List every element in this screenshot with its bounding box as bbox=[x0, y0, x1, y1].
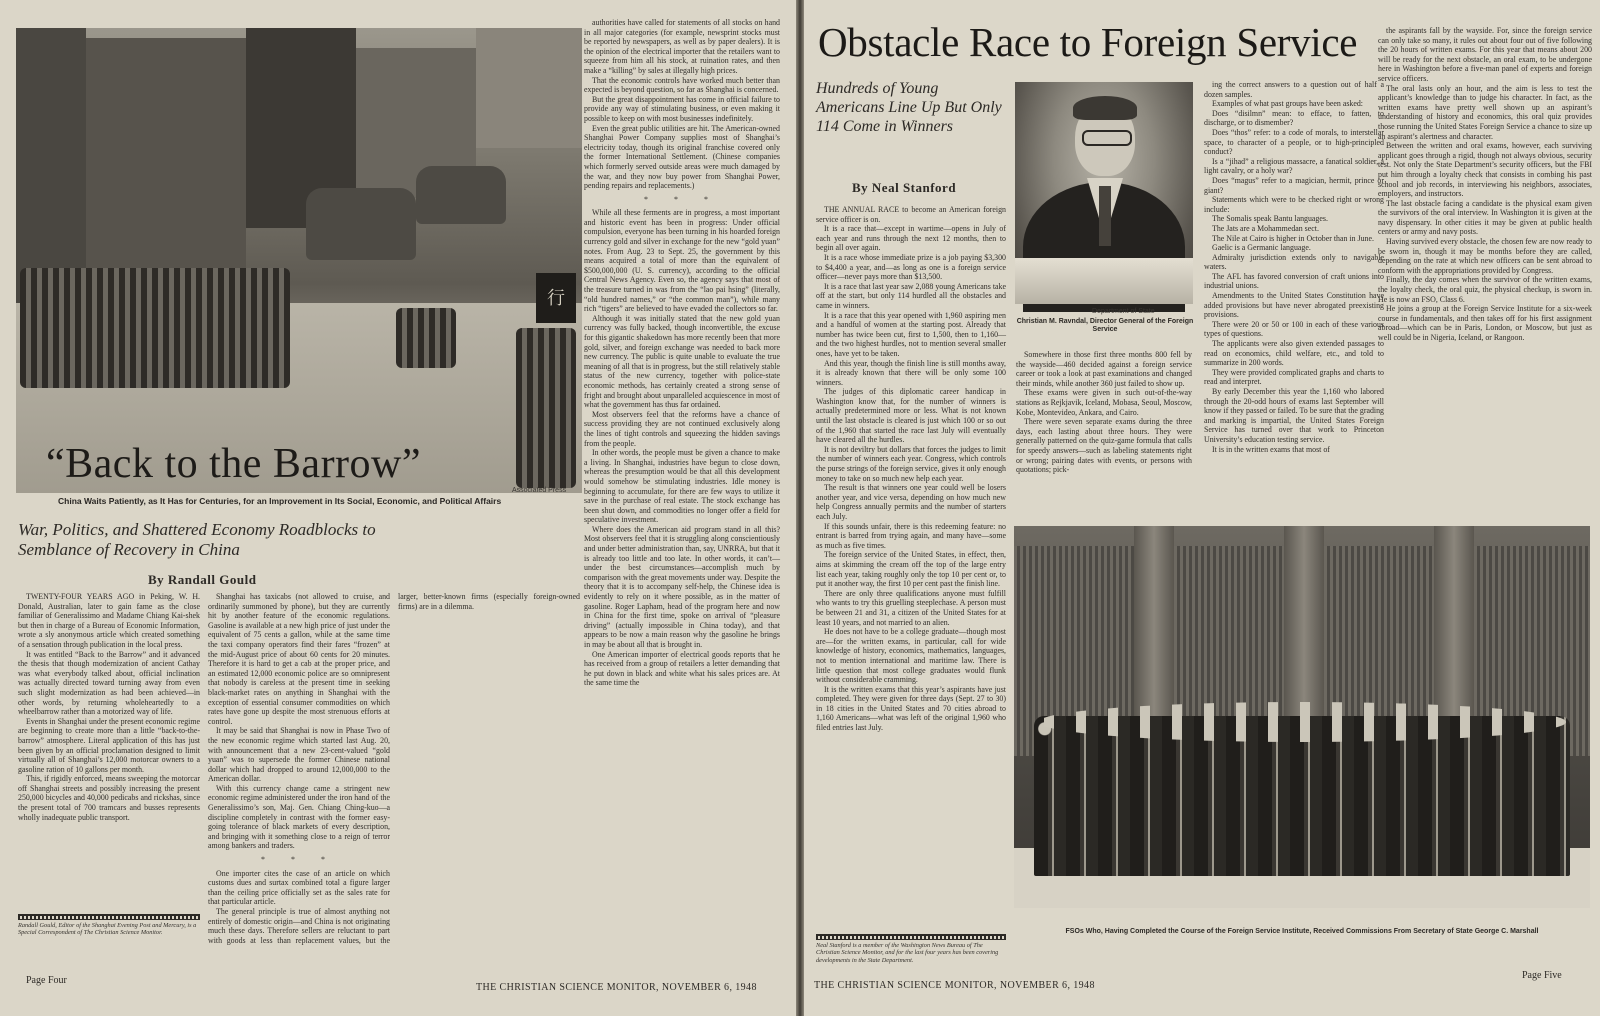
running-head-left: THE CHRISTIAN SCIENCE MONITOR, NOVEMBER 6, 1948 bbox=[476, 982, 757, 993]
paragraph: They were provided complicated graphs and charts to read and interpret. bbox=[1204, 367, 1384, 387]
paragraph: It is a race that—except in wartime—opens in July of each year and runs through the next 12 months, then to begin all over again. bbox=[816, 224, 1006, 253]
paragraph: The applicants were also given extended passages to read on economics, child welfare, etc., and told to summarize in 200 words. bbox=[1204, 339, 1384, 368]
paragraph: It is not deviltry but dollars that forces the judges to limit the number of winners each year. Congress, which controls the purse strings of the foreign service, gives it only enough money to take on so much new help each year. bbox=[816, 444, 1006, 483]
paragraph: The result is that winners one year could well be losers another year, and vice versa, depending on how much new help Congress annually permits and the number of starters each July. bbox=[816, 483, 1006, 521]
paragraph: Having survived every obstacle, the chosen few are now ready to be sworn in, though it may be months before they are called, depending on the rate at which new officers can be sent abroad to conform with the appropriations provided by Congress. bbox=[1378, 237, 1592, 275]
paragraph: One importer cites the case of an article on which customs dues and surtax combined total a figure larger than the ceiling price officially set as the sales rate for that particular article. bbox=[208, 868, 390, 907]
paragraph: It is a race whose immediate prize is a job paying $3,300 to $4,400 a year, and—as long as one is a foreign service officer—never pays more than $13,500. bbox=[816, 252, 1006, 282]
paragraph: The last obstacle facing a candidate is the physical exam given the survivors of the oral interview. In Washington it is given at the navy dispensary. In other cities it may be given at public health centers or army and navy posts. bbox=[1378, 198, 1592, 237]
book-gutter bbox=[796, 0, 804, 1016]
paragraph: Admiralty jurisdiction extends only to navigable waters. bbox=[1204, 252, 1384, 272]
paragraph: There were seven separate exams during the three days, each lasting about three hours. They were generally patterned on the quiz-game formula that calls for speedy answers—such as labeling statements right or wrong; pairing dates with events, or persons with quotations; pick- bbox=[1016, 417, 1192, 475]
paragraph: Events in Shanghai under the present economic regime are beginning to create more than a little “back-to-the-barrow” atmosphere. Literal application of this has just been given by an official proclamation designed to limit virtually all of Shanghai’s 12,000 motorcar owners to a gasoline ration of 10 gallons per month. bbox=[18, 716, 200, 774]
paragraph: If this sounds unfair, there is this redeeming feature: no entrant is barred from trying again, and many have—some as much as five times. bbox=[816, 521, 1006, 550]
paragraph: Is a “jihad” a religious massacre, a fanatical soldier, a light cavalry, or a holy war? bbox=[1204, 156, 1384, 176]
paragraph: It was entitled “Back to the Barrow” and it advanced the thesis that though modernization of ancient Cathay was what everybody talked about, official inclination was actually directed toward turning away from even such slight modernization as had been achieved—in other words, by returning wholeheartedly to a wheelbarrow rather than a motorized way of life. bbox=[18, 649, 200, 717]
paragraph: Finally, the day comes when the survivor of the written exams, the loyalty check, the oral quiz, the physical checkup, is sworn in. He is now an FSO, Class 6. bbox=[1378, 275, 1592, 304]
paragraph: There are only three qualifications anyone must fulfill who wants to try this gruelling steeplechase. A person must be between 21 and 31, a citizen of the United States for at least 10 years, and not married to an alien. bbox=[816, 588, 1006, 627]
paragraph: Amendments to the United States Constitution have added provisions but have never abrogated preexisting provisions. bbox=[1204, 291, 1384, 320]
article-column-3 bbox=[584, 18, 780, 962]
article-column-4 bbox=[1378, 26, 1592, 516]
paragraph: Does “disilmn” mean: to efface, to fatten, to discharge, or to dismember? bbox=[1204, 108, 1384, 128]
article-column-1 bbox=[18, 592, 200, 910]
paragraph: The foreign service of the United States, in effect, then, aims at skimming the cream off the top of the large entry list each year, taking roughly only the top 10 per cent or, to put it another way, the first 10 per cent past the finish line. bbox=[816, 550, 1006, 589]
headline-back-to-the-barrow: “Back to the Barrow” bbox=[46, 441, 422, 487]
paragraph: THE ANNUAL RACE to become an American foreign service officer is on. bbox=[816, 205, 1006, 224]
paragraph: There were 20 or 50 or 100 in each of these various types of questions. bbox=[1204, 319, 1384, 339]
group-photo-caption: FSOs Who, Having Completed the Course of the Foreign Service Institute, Received Commissions From Secretary of State George C. Marshall bbox=[1065, 928, 1539, 935]
paragraph: The Somalis speak Bantu languages. bbox=[1212, 214, 1328, 224]
street-scene-photo bbox=[16, 28, 582, 493]
paragraph: The general principle is true of almost anything not entirely of domestic origin—and China is not originating much these days. Therefore sellers are reluctant to part with goods at less than replacement values, but the larger, better-known firms (especially foreign-owned firms) are in a dilemma. bbox=[208, 592, 580, 945]
paragraph: Between the written and oral exams, however, each surviving applicant goes through a rigid, though not always obvious, security test. Not only the State Department’s security officers, but the FBI put him through a loyalty check that consists in combing his past school and job records, in interviewing his neighbors, associates, employers, and instructors. bbox=[1378, 141, 1592, 199]
paragraph: But the great disappointment has come in official failure to provide any way of stimulating business, or even making it possible to keep on with most businesses indefinitely. bbox=[584, 94, 780, 123]
paragraph: Somewhere in those first three months 800 fell by the wayside—460 decided against a foreign service career or took a look at past examinations and changed their minds, while another 360 just failed to show up. bbox=[1016, 350, 1192, 388]
paragraph: While all these ferments are in progress, a most important and historic event has been in progress: Under official compulsion, everyone has been turning in his hoarded foreign currency gold and silver in exchange for the new “gold yuan” notes. From Aug. 23 to Sept. 25, the government by this means acquired a total of more than the equivalent of $500,000,000 (U. S. currency), according to the official Central News Agency. Even so, the agency says that most of the treasure turned in was from the “lao pai hsing” (literally, “old hundred names,” or “the common man”), while many rich “tigers” are believed to have evaded the collectors so far. bbox=[584, 208, 780, 314]
paragraph: Even the great public utilities are hit. The American-owned Shanghai Power Company supplies most of Shanghai’s electricity today, though its original franchise covered only the former International Settlement. (Chinese companies which formerly served outside areas were much damaged by the war, and they now buy power from Shanghai Power, pending repairs and replacements.) bbox=[584, 123, 780, 191]
article-title: Obstacle Race to Foreign Service bbox=[818, 19, 1358, 65]
portrait-photo bbox=[1015, 82, 1193, 304]
paragraph: In other words, the people must be given a chance to make a living. In Shanghai, industries have begun to close down, whereas the presumption would be that all this development would somehow be stimulating industries. Idle money is beginning to accumulate, for there are few ways to utilize it save in the purchase of real estate. The stock exchange has been shut down, and commodities no longer offer a field for speculative investment. bbox=[584, 448, 780, 525]
article-subhead: War, Politics, and Shattered Economy Roadblocks to Semblance of Recovery in China bbox=[18, 520, 376, 560]
paragraph: It is a race that last year saw 2,088 young Americans take off at the start, but only 114 hurdled all the obstacles and came in winners. bbox=[816, 281, 1006, 310]
photo-credit: Associated Press bbox=[512, 487, 567, 494]
section-break: * * * bbox=[644, 194, 720, 204]
paragraph: Does “thos” refer: to a code of morals, to interstellar space, to character of a people, or to high-principled conduct? bbox=[1204, 127, 1384, 157]
footnote-rule bbox=[816, 934, 1006, 940]
paragraph: One American importer of electrical goods reports that he has received from a group of retailers a letter demanding that he put down in black and white what his sales prices are. At the same time the bbox=[584, 649, 780, 688]
paragraph: Gaelic is a Germanic language. bbox=[1212, 243, 1311, 253]
article-column-1 bbox=[816, 205, 1006, 921]
paragraph: Examples of what past groups have been asked: bbox=[1212, 99, 1363, 109]
article-column-2 bbox=[1016, 350, 1192, 516]
paragraph: The oral lasts only an hour, and the aim is less to test the applicant’s knowledge than to judge his character. In fact, as the written exams have pretty well shown up an aspirant’s understanding of history and economics, this oral quiz provides those running the United States Foreign Service a chance to size up an aspirant’s alertness and character. bbox=[1378, 83, 1592, 141]
paragraph: The Nile at Cairo is higher in October than in June. bbox=[1212, 233, 1374, 243]
paragraph: ing the correct answers to a question out of half a dozen samples. bbox=[1204, 80, 1384, 99]
paragraph: He joins a group at the Foreign Service Institute for a six-week course in fundamentals, and then takes off for his first assignment abroad—which can be in Paris, London, or Moscow, but just as well could be in Nigeria, Iceland, or Rangoon. bbox=[1378, 304, 1592, 342]
paragraph: It is the written exams that this year’s aspirants have just completed. They were given for three days (Sept. 27 to 30) in 18 cities in the United States and 70 cities abroad to 1,160 Americans—what was left of the original 1,960 who filed entries last July. bbox=[816, 684, 1006, 733]
paragraph: the aspirants fall by the wayside. For, since the foreign service can only take so many, it rules out about four out of five following the 20 hours of written exams. For this year that means about 200 will be ready for the next obstacle, an oral exam, to be undergone here in Washington before a five-man panel of experts and foreign service officers. bbox=[1378, 26, 1592, 83]
paragraph: With this currency change came a stringent new economic regime administered under the iron hand of the Generalissimo’s son, Maj. Gen. Chiang Ching-kuo—a discipline completely in contrast with the former easy-going tolerance of black markets of every description, and bringing with it something close to a reign of terror among bankers and traders. bbox=[208, 783, 390, 851]
paragraph: By early December this year the 1,160 who labored through the 20-odd hours of exams last September will know if they passed or failed. To be sure that the grading and marking is impartial, the United States Foreign Service has turned over that work to Princeton University’s education testing service. bbox=[1204, 387, 1384, 444]
author-footnote: Randall Gould, Editor of the Shanghai Evening Post and Mercury, is a Special Correspondent of The Christian Science Monitor. bbox=[18, 922, 197, 937]
page-number-left: Page Four bbox=[26, 975, 67, 986]
article-column-2 bbox=[208, 592, 580, 950]
paragraph: That the economic controls have worked much better than expected is beyond question, so far as Shanghai is concerned. bbox=[584, 75, 780, 95]
page-number-right: Page Five bbox=[1522, 970, 1562, 981]
paragraph: He does not have to be a college graduate—though most are—for the written exams, in particular, call for wide knowledge of history, economics, mathematics, languages, not to mention international and maritime law. There is little question that most college graduates would flunk without considerable cramming. bbox=[816, 627, 1006, 685]
paragraph: The AFL has favored conversion of craft unions into industrial unions. bbox=[1204, 271, 1384, 291]
portrait-credit: Department of State bbox=[1092, 308, 1155, 315]
paragraph: Statements which were to be checked right or wrong include: bbox=[1204, 195, 1384, 214]
shop-sign: 行 bbox=[536, 273, 576, 323]
paragraph: These exams were given in such out-of-the-way stations as Rejkjavik, Iceland, Mobasa, Seoul, Moscow, Kobe, Montevideo, Ankara, and Cairo. bbox=[1016, 388, 1192, 417]
paragraph: Where does the American aid program stand in all this? Most observers feel that it is struggling along conscientiously and under better administration than, say, UNRRA, but that it is already too little and too late. In other words, it can’t—under the best circumstances—accomplish much by comparison with the great movements under way. Despite the theory that it is to accompany self-help, the Chinese idea is evidently to rely on it where possible, as in the matter of gasoline. Roger Lapham, head of the program here and now in China for the first time, spoke on arrival of “pleasure driving” (actually impossible in China today), and that appears to be now a main reason why the gasoline he brings in may be about all that is brought in. bbox=[584, 524, 780, 649]
article-byline: By Neal Stanford bbox=[852, 180, 957, 195]
section-break: * * * bbox=[261, 855, 337, 865]
portrait-caption: Christian M. Ravndal, Director General of the Foreign Service bbox=[1016, 318, 1194, 334]
paragraph: It is in the written exams that most of bbox=[1212, 444, 1330, 454]
paragraph: Most observers feel that the reforms have a chance of success providing they are not continued exclusively along the lines of tight controls and squeezing the hidden savings from the people. bbox=[584, 409, 780, 448]
article-byline: By Randall Gould bbox=[148, 572, 257, 587]
article-subhead: Hundreds of Young Americans Line Up But Only 114 Come in Winners bbox=[816, 80, 1002, 135]
author-footnote: Neal Stanford is a member of the Washington News Bureau of The Christian Science Monitor, and for the last four years has been covering developments in the State Department. bbox=[816, 942, 999, 964]
paragraph: It may be said that Shanghai is now in Phase Two of the new economic regime which started last Aug. 20, with announcement that a new 23-cent-valued “gold yuan” was to supersede the former Chinese national dollar which had dropped to around 12,000,000 to the American dollar. bbox=[208, 726, 390, 784]
paragraph: Does “magus” refer to a magician, hermit, prince or giant? bbox=[1204, 175, 1384, 195]
left-page bbox=[0, 0, 796, 1016]
paragraph: Shanghai has taxicabs (not allowed to cruise, and ordinarily summoned by phone), but they are currently hit by another feature of the economic regulations. Gasoline is available at a new high price of just under the equivalent of 75 cents a gallon, while at the same time the taxi company operators find their fares “frozen” at the mid-August price of about 60 cents for 20 minutes. Therefore it is hard to get a cab at the proper price, and an estimated 12,000 economic police are so omnipresent that nobody is careless at the present time in seeking black-market rates on anything in Shanghai with the exception of essential consumer commodities on which rates have gone up despite the most strenuous efforts at control. bbox=[208, 592, 390, 726]
paragraph: The Jats are a Mohammedan sect. bbox=[1212, 223, 1319, 233]
footnote-rule bbox=[18, 914, 200, 920]
paragraph: The judges of this diplomatic career handicap in Washington know that, for the number of winners is actually predetermined more or less. What is not known until the last obstacle is cleared is just which 100 or so out of the 1,960 that started the race last July will eventually have cleared all the hurdles. bbox=[816, 387, 1006, 445]
paragraph: It is a race that this year opened with 1,960 aspiring men and a handful of women at the starting post. Already that number has twice been cut, first to 1,500, then to 1,160—and the two highest hurdles, not to mention several smaller ones, have yet to be taken. bbox=[816, 310, 1006, 358]
paragraph: And this year, though the finish line is still months away, it is already known that there will be only some 100 winners. bbox=[816, 358, 1006, 387]
paragraph: TWENTY-FOUR YEARS AGO in Peking, W. H. Donald, Australian, later to gain fame as the close familiar of Generalissimo and Madame Chiang Kai-shek but then in charge of a Bureau of Economic Information, wrote a sly anonymous article which created something of a sensation through publication in the local press. bbox=[18, 592, 200, 649]
running-head-right: THE CHRISTIAN SCIENCE MONITOR, NOVEMBER 6, 1948 bbox=[814, 980, 1095, 991]
photo-caption: China Waits Patiently, as It Has for Centuries, for an Improvement in Its Social, Economic, and Political Affairs bbox=[58, 496, 502, 506]
right-page bbox=[804, 0, 1600, 1016]
article-column-3 bbox=[1204, 80, 1384, 516]
group-photo bbox=[1014, 526, 1590, 908]
paragraph: This, if rigidly enforced, means sweeping the motorcar off Shanghai streets and possibly increasing the present 250,000 bicycles and 40,000 pedicabs and rickshas, since the present total of 700 tramcars and busses represents wholly inadequate public transport. bbox=[18, 774, 200, 822]
paragraph: Although it was initially stated that the new gold yuan currency was fully backed, though inconvertible, the excuse for this gigantic shakedown has more recently been that more gold, silver, and foreign exchange was needed to back more new currency. The public is quite unable to evaluate the true meaning of all that is in progress, but the still relatively stable status of the new currency, together with police-state economic methods, has certainly created a strong sense of fright and brought about unparalleled acquiescence in most of what the government has thus far ordained. bbox=[584, 313, 780, 410]
paragraph: authorities have called for statements of all stocks on hand in all major categories (for example, newsprint stocks must be reported by newspapers, as well as by paper dealers). It is the opinion of the electrical importer that the retailers want to squeeze from him all his stock, at ruination rates, and then make a “killing” by sales at illegally high prices. bbox=[584, 18, 780, 75]
